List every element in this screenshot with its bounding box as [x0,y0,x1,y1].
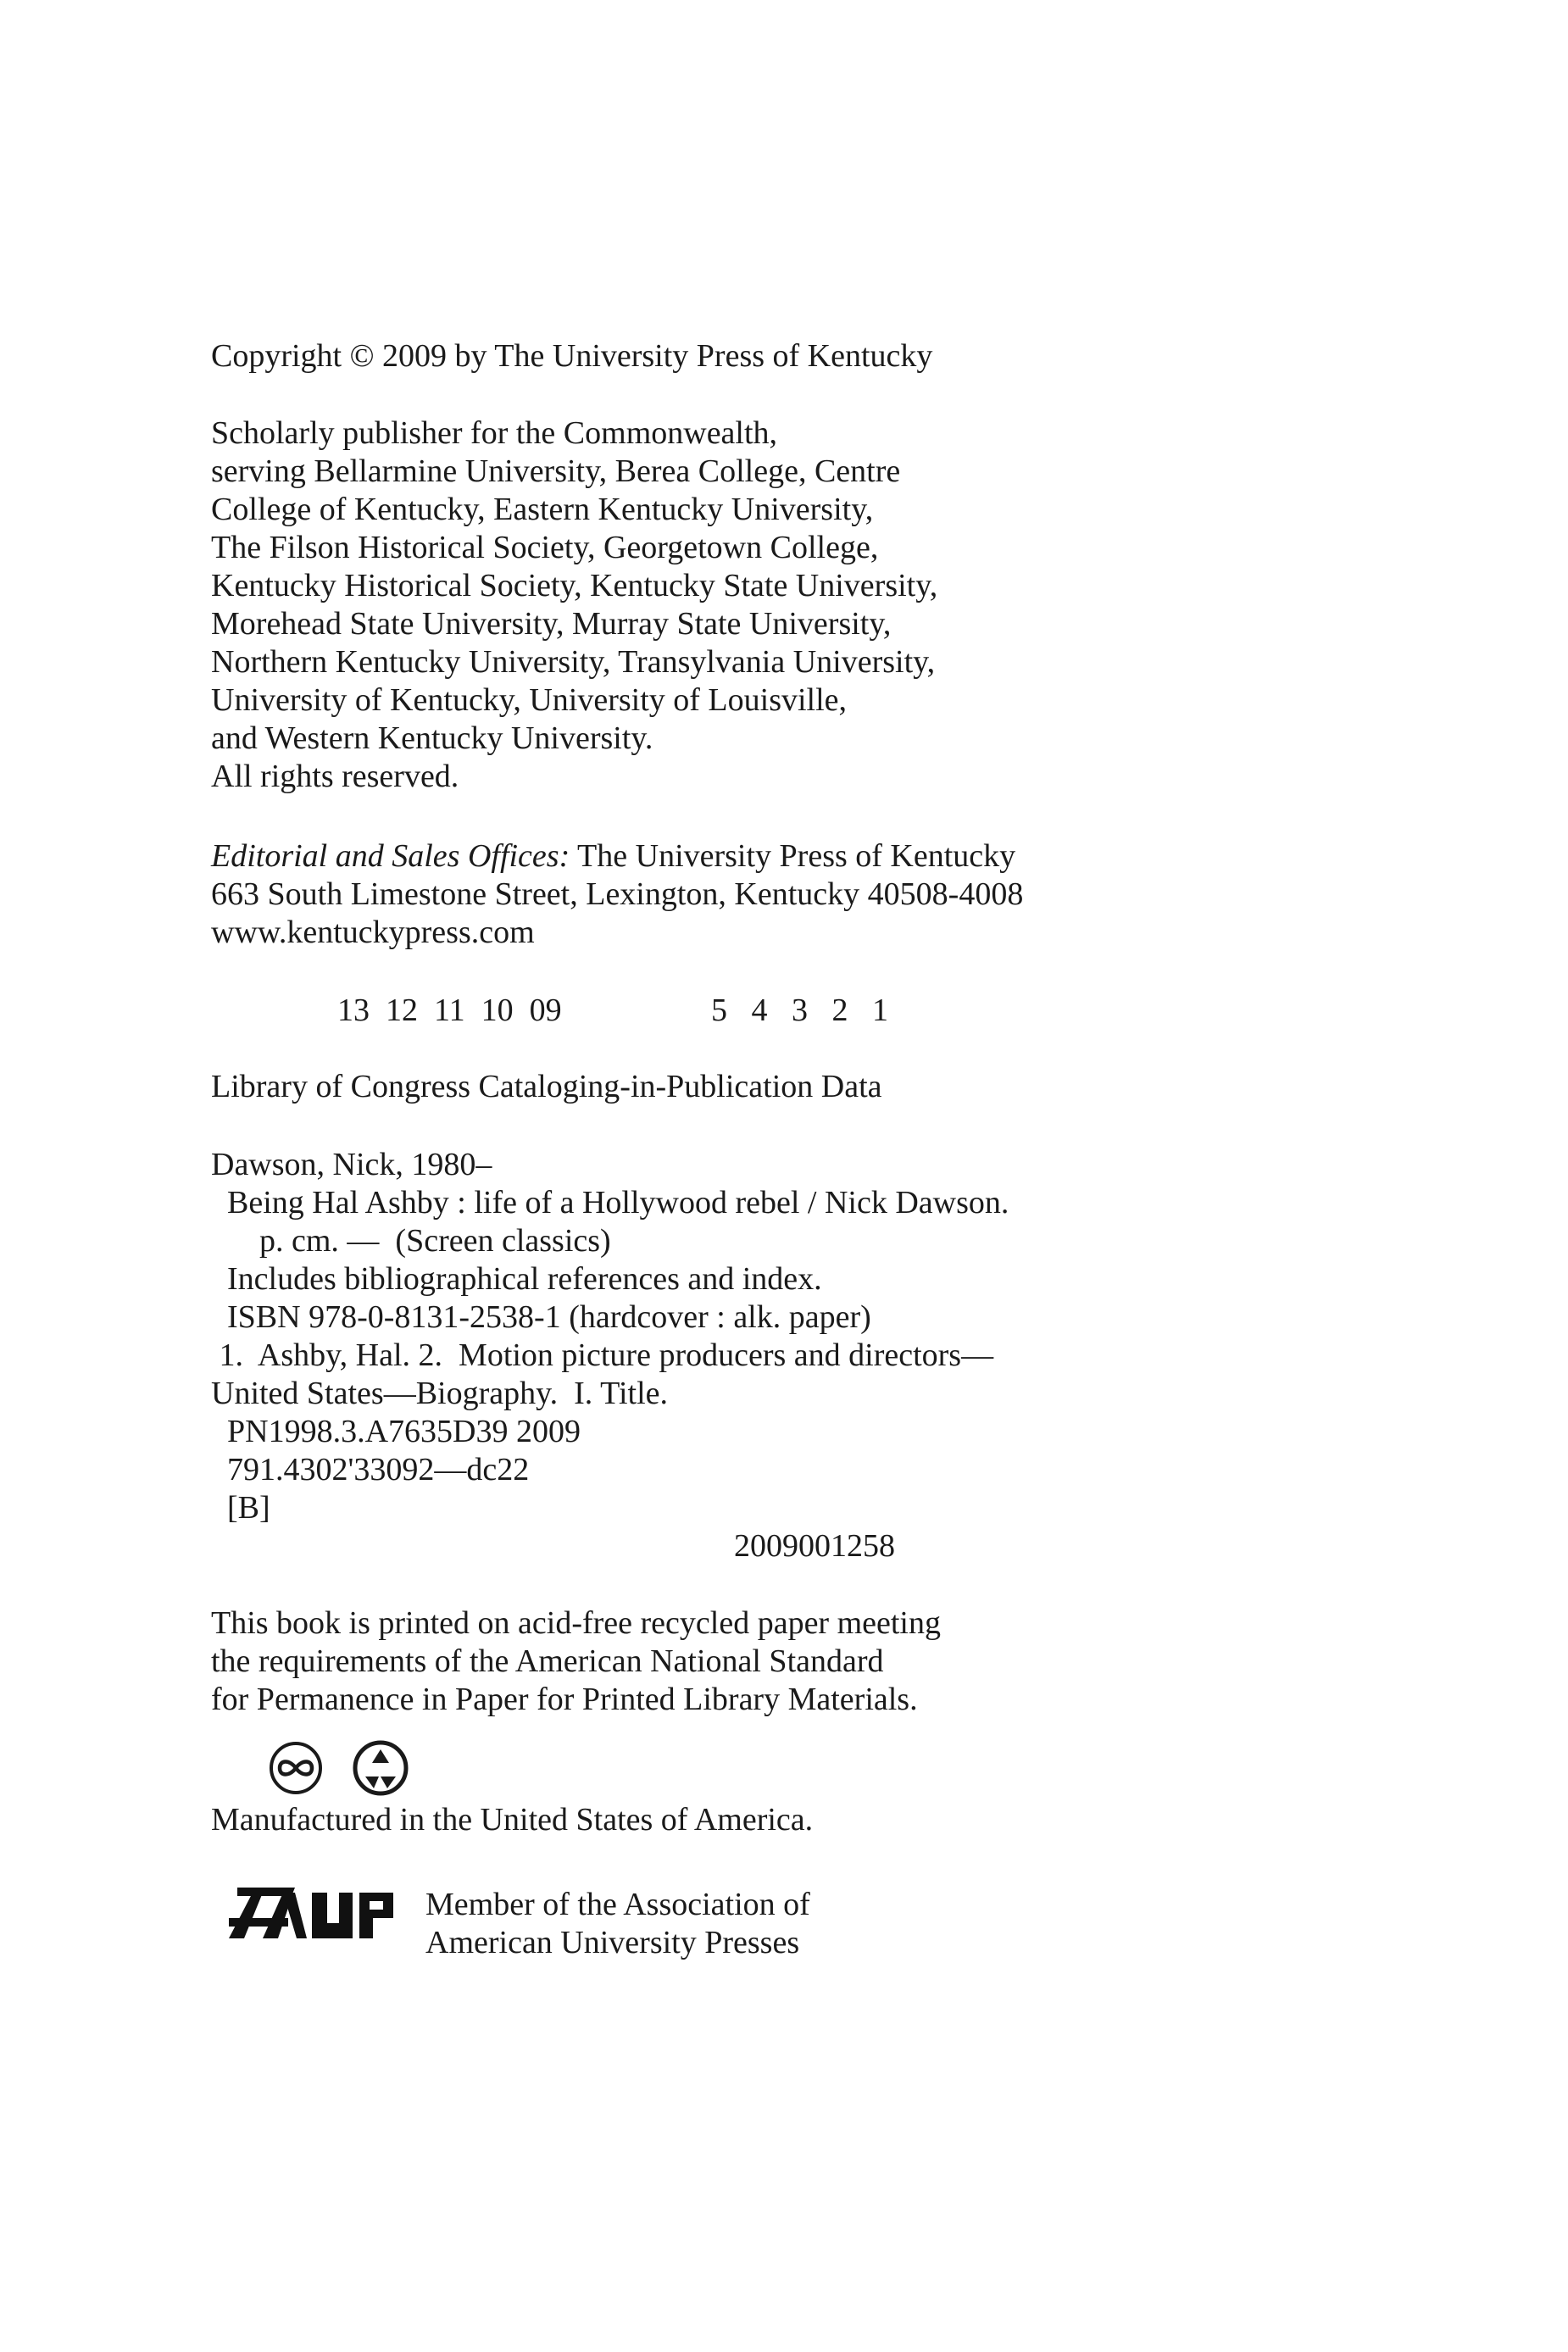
consortium-line: Morehead State University, Murray State University, [211,606,892,642]
manufactured-line: Manufactured in the United States of America. [211,1802,814,1838]
aaup-logo [229,1886,394,1940]
cip-line: PN1998.3.A7635D39 2009 [211,1414,581,1449]
consortium-line: University of Kentucky, University of Louisville, [211,682,848,718]
cip-line: 791.4302'33092—dc22 [211,1452,530,1487]
consortium-line: Northern Kentucky University, Transylvania University, [211,644,936,680]
consortium-line: The Filson Historical Society, Georgetown College, [211,530,879,565]
cip-line: United States—Biography. I. Title. [211,1376,669,1411]
consortium-line: College of Kentucky, Eastern Kentucky University, [211,492,874,527]
offices-press: The University Press of Kentucky [570,838,1016,874]
rights-reserved: All rights reserved. [211,759,459,794]
offices-line [211,837,1015,876]
cip-line: Dawson, Nick, 1980– [211,1147,492,1182]
paper-notice-line: This book is printed on acid-free recycled paper meeting [211,1605,941,1641]
cip-line: Being Hal Ashby : life of a Hollywood rebel / Nick Dawson. [211,1185,1009,1220]
offices-website: www.kentuckypress.com [211,915,535,950]
cip-control-number: 2009001258 [734,1528,895,1564]
cip-line: Includes bibliographical references and index. [211,1261,822,1297]
permanent-paper-icon [268,1740,324,1796]
consortium-line: serving Bellarmine University, Berea College, Centre [211,453,901,489]
consortium-line: Scholarly publisher for the Commonwealth, [211,415,778,451]
cip-line: ISBN 978-0-8131-2538-1 (hardcover : alk. paper) [211,1299,871,1335]
cip-line: 1. Ashby, Hal. 2. Motion picture producers and directors— [211,1337,994,1373]
copyright-line: Copyright © 2009 by The University Press of Kentucky [211,338,933,374]
recycled-paper-icon [352,1739,409,1797]
paper-notice-line: for Permanence in Paper for Printed Library Materials. [211,1682,918,1717]
aaup-member-line: Member of the Association of [425,1887,810,1922]
consortium-line: and Western Kentucky University. [211,720,653,756]
paper-notice-line: the requirements of the American National Standard [211,1643,884,1679]
printing-years: 13 12 11 10 09 [337,993,562,1028]
offices-address: 663 South Limestone Street, Lexington, Kentucky 40508-4008 [211,876,1024,912]
printing-impressions: 5 4 3 2 1 [711,993,888,1028]
cip-line: [B] [211,1490,270,1526]
offices-label: Editorial and Sales Offices: [211,838,570,874]
cip-heading: Library of Congress Cataloging-in-Publication Data [211,1069,882,1104]
cip-line: p. cm. — (Screen classics) [211,1223,611,1259]
consortium-line: Kentucky Historical Society, Kentucky State University, [211,568,938,603]
aaup-member-line: American University Presses [425,1925,800,1960]
